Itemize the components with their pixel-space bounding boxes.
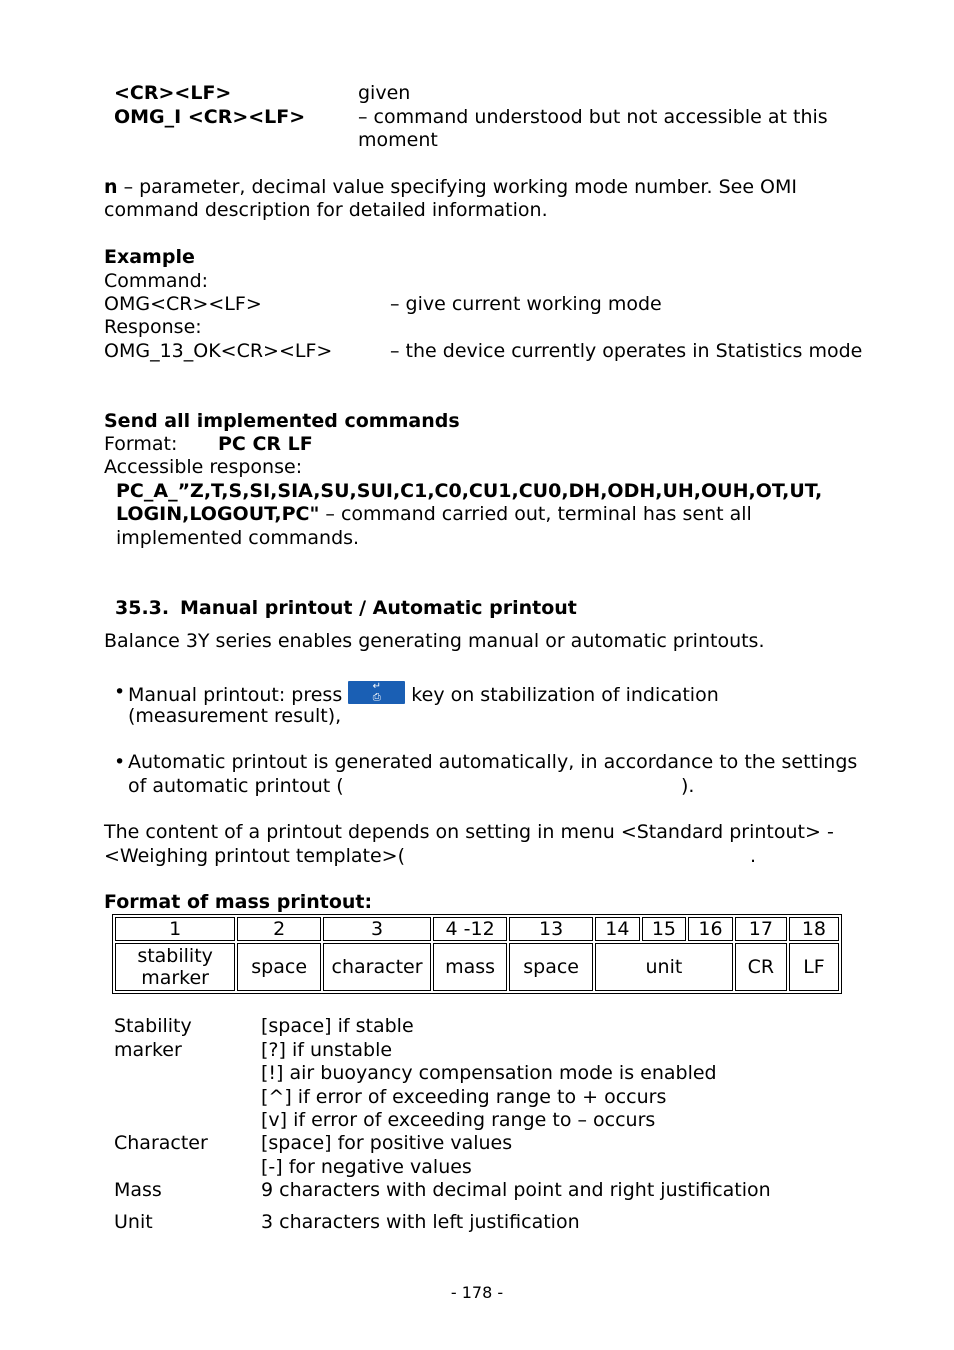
accessible-response-label: Accessible response: xyxy=(104,456,303,478)
format-value: PC CR LF xyxy=(218,433,313,455)
param-line-2: command description for detailed information. xyxy=(104,199,548,221)
response-line-2 xyxy=(116,503,752,527)
omg-i-label: OMG_I <CR><LF> xyxy=(114,106,306,128)
response-line-1: PC_A_”Z,T,S,SI,SIA,SU,SUI,C1,C0,CU1,CU0,DH,ODH,UH,OUH,OT,UT, xyxy=(116,480,823,502)
table-header-cell: 16 xyxy=(688,917,733,941)
table-header-cell: 17 xyxy=(735,917,787,941)
bullet-1-text-a: Manual printout: press xyxy=(128,684,349,706)
legend-stability-val: [space] if stable xyxy=(261,1015,414,1037)
section-intro: Balance 3Y series enables generating manual or automatic printouts. xyxy=(104,630,765,652)
legend-mass-label: Mass xyxy=(114,1179,162,1201)
send-all-heading: Send all implemented commands xyxy=(104,410,460,432)
bullet-1: • xyxy=(114,681,126,703)
response-desc: – the device currently operates in Statistics mode xyxy=(390,340,863,362)
response-line-2-rest: – command carried out, terminal has sent all xyxy=(319,503,752,525)
format-label: Format: xyxy=(104,433,178,455)
section-number: 35.3. xyxy=(115,597,170,619)
table-cell-cr: CR xyxy=(735,943,787,991)
table-cell-space: space xyxy=(237,943,321,991)
table-header-cell: 2 xyxy=(237,917,321,941)
bullet-2-text-a: Automatic printout is generated automatically, in accordance to the settings xyxy=(128,751,858,773)
omg-i-desc: – command understood but not accessible at this xyxy=(358,106,828,128)
section-title: Manual printout / Automatic printout xyxy=(180,597,577,619)
table-row xyxy=(115,943,839,991)
table-header-row xyxy=(115,917,839,941)
legend-stability-label-2: marker xyxy=(114,1039,182,1061)
bullet-2-text-c: ). xyxy=(681,775,695,797)
legend-stability-val: [?] if unstable xyxy=(261,1039,393,1061)
command-desc: – give current working mode xyxy=(390,293,662,315)
bullet-1-text xyxy=(128,681,719,708)
legend-character-val: [-] for negative values xyxy=(261,1156,472,1178)
param-desc: – parameter, decimal value specifying working mode number. See OMI xyxy=(117,176,798,198)
page-number: - 178 - xyxy=(450,1283,504,1302)
legend-stability-label-1: Stability xyxy=(114,1015,192,1037)
bullet-1-text-b: key on stabilization of indication xyxy=(405,684,719,706)
content-para-line-1: The content of a printout depends on setting in menu <Standard printout> - xyxy=(104,821,834,843)
table-cell-stability-marker: stability marker xyxy=(115,943,235,991)
print-key-icon: ↵ ⎙ xyxy=(348,681,405,704)
table-header-cell: 18 xyxy=(789,917,839,941)
legend-mass-val: 9 characters with decimal point and right justification xyxy=(261,1179,771,1201)
bullet-1-text-c: (measurement result), xyxy=(128,705,342,727)
legend-character-label: Character xyxy=(114,1132,208,1154)
legend-stability-val: [!] air buoyancy compensation mode is enabled xyxy=(261,1062,717,1084)
table-header-cell: 15 xyxy=(642,917,687,941)
legend-stability-val: [v] if error of exceeding range to – occurs xyxy=(261,1109,656,1131)
content-para-line-2-end: . xyxy=(750,845,757,867)
response-line-3: implemented commands. xyxy=(116,527,360,549)
table-cell-space: space xyxy=(509,943,593,991)
table-cell-character: character xyxy=(323,943,431,991)
table-header-cell: 3 xyxy=(323,917,431,941)
param-line-1 xyxy=(104,176,797,200)
mass-printout-format-table xyxy=(112,914,842,994)
cr-lf-label: <CR><LF> xyxy=(114,82,232,104)
table-cell-mass: mass xyxy=(433,943,507,991)
legend-unit-val: 3 characters with left justification xyxy=(261,1211,580,1233)
table-header-cell: 1 xyxy=(115,917,235,941)
content-para-line-2: <Weighing printout template>( xyxy=(104,845,405,867)
table-cell-lf: LF xyxy=(789,943,839,991)
bullet-2-text-b: of automatic printout ( xyxy=(128,775,344,797)
table-header-cell: 14 xyxy=(595,917,640,941)
command-text: OMG<CR><LF> xyxy=(104,293,262,315)
format-heading: Format of mass printout: xyxy=(104,891,373,913)
command-label: Command: xyxy=(104,270,209,292)
response-line-2-bold: LOGIN,LOGOUT,PC" xyxy=(116,503,320,525)
legend-unit-label: Unit xyxy=(114,1211,153,1233)
bullet-2: • xyxy=(114,751,126,773)
omg-i-desc-cont: moment xyxy=(358,129,438,151)
response-label: Response: xyxy=(104,316,202,338)
legend-character-val: [space] for positive values xyxy=(261,1132,513,1154)
table-header-cell: 4 -12 xyxy=(433,917,507,941)
param-name: n xyxy=(104,176,118,198)
table-header-cell: 13 xyxy=(509,917,593,941)
cr-lf-desc: given xyxy=(358,82,411,104)
example-heading: Example xyxy=(104,246,195,268)
legend-stability-val: [^] if error of exceeding range to + occurs xyxy=(261,1086,667,1108)
response-text: OMG_13_OK<CR><LF> xyxy=(104,340,333,362)
table-cell-unit: unit xyxy=(595,943,733,991)
